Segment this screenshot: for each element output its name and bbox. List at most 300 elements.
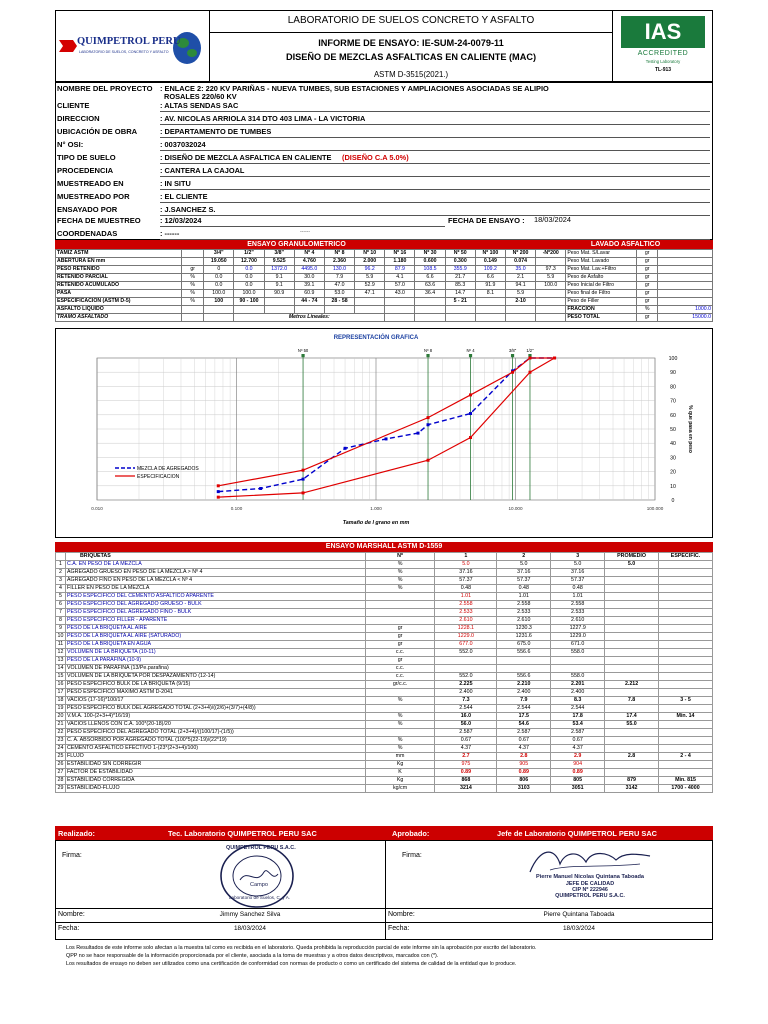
data-point: [553, 357, 556, 360]
table-row: [56, 585, 713, 593]
granulometric-table: [55, 249, 713, 322]
table-cell: %: [182, 298, 204, 306]
table-cell: 6.6: [415, 274, 445, 282]
table-cell: RETENIDO PARCIAL: [56, 274, 182, 282]
table-cell: [659, 769, 713, 777]
table-cell: [659, 601, 713, 609]
table-cell: [605, 657, 659, 665]
table-cell: 0.074: [505, 258, 535, 266]
table-cell: 7.9: [497, 697, 551, 705]
table-cell: [415, 298, 445, 306]
table-cell: [605, 641, 659, 649]
table-cell: gr: [637, 314, 658, 322]
table-cell: 13: [56, 657, 66, 665]
table-cell: [365, 729, 435, 737]
table-cell: PESO DE LA BRIQUETA AL AIRE: [65, 625, 365, 633]
column-header: 3: [551, 553, 605, 561]
table-cell: 28 - 58: [324, 298, 354, 306]
table-cell: VACÍOS LLENOS CON C.A. 100*(20-18)/20: [65, 721, 365, 729]
info-value: : ------: [160, 229, 180, 238]
table-cell: 805: [551, 777, 605, 785]
table-cell: ESTABILIDAD CORREGIDA: [65, 777, 365, 785]
table-cell: C.A. EN PESO DE LA MEZCLA: [65, 561, 365, 569]
table-cell: 552.0: [435, 673, 497, 681]
table-cell: AGREGADO FINO EN PESO DE LA MEZCLA < Nº 4: [65, 577, 365, 585]
date-label-left: Fecha:: [58, 925, 80, 932]
table-cell: 23: [56, 737, 66, 745]
table-cell: Kg: [365, 761, 435, 769]
table-cell: %: [365, 713, 435, 721]
table-cell: 2.400: [435, 689, 497, 697]
table-cell: 14.7: [445, 290, 475, 298]
table-cell: 3214: [435, 785, 497, 793]
table-cell: 2.000: [355, 258, 385, 266]
table-cell: [659, 673, 713, 681]
info-label: NOMBRE DEL PROYECTO: [57, 84, 153, 93]
sieve-marker-cap: [469, 354, 472, 357]
table-row: [56, 673, 713, 681]
table-cell: 26: [56, 761, 66, 769]
table-cell: 0.48: [551, 585, 605, 593]
date-right: 18/03/2024: [563, 925, 595, 932]
ias-logo: IAS: [621, 16, 705, 48]
made-by: Tec. Laboratorio QUIMPETROL PERU SAC: [168, 829, 317, 838]
info-value-extra: ------: [300, 229, 310, 235]
table-cell: 15: [56, 673, 66, 681]
table-cell: 17.4: [605, 713, 659, 721]
table-cell: 552.0: [435, 649, 497, 657]
table-cell: 0.67: [435, 737, 497, 745]
table-cell: [605, 617, 659, 625]
data-point: [469, 436, 472, 439]
table-cell: Peso Inicial de Filtro: [566, 282, 637, 290]
table-row: [56, 641, 713, 649]
table-cell: Peso de Asfalto: [566, 274, 637, 282]
table-cell: 0.48: [497, 585, 551, 593]
info-value: : 0037032024: [160, 140, 206, 149]
table-cell: [435, 657, 497, 665]
table-cell: 4495.0: [294, 266, 324, 274]
table-cell: ABERTURA EN mm: [56, 258, 182, 266]
table-row: [56, 625, 713, 633]
name-right: Pierre Quintana Taboada: [543, 911, 615, 918]
table-cell: 90 - 100: [234, 298, 264, 306]
table-cell: 15000.0: [657, 314, 712, 322]
table-cell: 47.0: [324, 282, 354, 290]
name-label-right: Nombre:: [388, 911, 415, 918]
table-row: [56, 633, 713, 641]
table-cell: 60.9: [294, 290, 324, 298]
table-cell: Nº 200: [505, 250, 535, 258]
info-value: : ALTAS SENDAS SAC: [160, 101, 239, 110]
table-row: [56, 745, 713, 753]
data-point: [259, 487, 262, 490]
name-label-left: Nombre:: [58, 911, 85, 918]
info-value: : IN SITU: [160, 179, 191, 188]
table-cell: [536, 258, 566, 266]
table-cell: 100.0: [204, 290, 234, 298]
table-cell: 3103: [497, 785, 551, 793]
table-cell: 905: [497, 761, 551, 769]
table-cell: 43.0: [385, 290, 415, 298]
table-cell: [551, 665, 605, 673]
table-cell: 677.0: [435, 641, 497, 649]
column-header: BRIQUETAS: [65, 553, 365, 561]
table-cell: PESO ESPECÍFICO FILLER - APARENTE: [65, 617, 365, 625]
table-cell: [605, 625, 659, 633]
table-cell: 55.0: [605, 721, 659, 729]
table-cell: 91.9: [475, 282, 505, 290]
footer-note-2: QPP no se hace responsable de la información proporcionada por el cliente, asociada a la toma de muestras y a otros datos descriptivos, marcados con (*).: [66, 953, 439, 959]
table-cell: 2.544: [551, 705, 605, 713]
table-cell: gr: [637, 258, 658, 266]
table-cell: %: [365, 577, 435, 585]
table-cell: 2.360: [324, 258, 354, 266]
info-value: : J.SANCHEZ S.: [160, 205, 216, 214]
table-cell: 2-10: [505, 298, 535, 306]
table-cell: PESO DE LA PARAFINA (10-9): [65, 657, 365, 665]
table-cell: 37.16: [497, 569, 551, 577]
table-cell: 1227.9: [551, 625, 605, 633]
table-cell: 0.300: [445, 258, 475, 266]
data-point: [528, 357, 531, 360]
table-cell: 35.0: [505, 266, 535, 274]
table-row: [56, 729, 713, 737]
table-cell: VOLUMEN DE LA BRIQUETA (10-11): [65, 649, 365, 657]
info-label: TIPO DE SUELO: [57, 153, 116, 162]
table-cell: 6.6: [475, 274, 505, 282]
table-cell: 63.6: [415, 282, 445, 290]
table-cell: 53.4: [551, 721, 605, 729]
table-cell: [605, 729, 659, 737]
table-cell: 100.0: [234, 290, 264, 298]
logo-subtitle: LABORATORIO DE SUELOS, CONCRETO Y ASFALTO: [79, 50, 169, 54]
table-cell: 52.9: [355, 282, 385, 290]
table-cell: 0.600: [415, 258, 445, 266]
table-cell: 109.2: [475, 266, 505, 274]
table-cell: 108.5: [415, 266, 445, 274]
data-point: [302, 491, 305, 494]
table-cell: 3051: [551, 785, 605, 793]
data-point: [302, 469, 305, 472]
table-cell: [659, 665, 713, 673]
y-tick-label: 30: [670, 455, 676, 462]
table-row: [56, 274, 713, 282]
table-row: [56, 609, 713, 617]
table-cell: 24: [56, 745, 66, 753]
table-cell: %: [182, 282, 204, 290]
table-cell: Nº 16: [385, 250, 415, 258]
table-cell: VOLUMEN DE PARAFINA (13/Pe.parafina): [65, 665, 365, 673]
report-title: INFORME DE ENSAYO: IE-SUM-24-0079-11: [318, 38, 504, 48]
table-cell: RETENIDO ACUMULADO: [56, 282, 182, 290]
table-cell: 2: [56, 569, 66, 577]
test-date-label: FECHA DE ENSAYO :: [448, 216, 525, 225]
table-cell: 2.1: [505, 274, 535, 282]
table-cell: TRAMO ASFALTADO: [56, 314, 182, 322]
table-cell: ESTABILIDAD-FLUJO: [65, 785, 365, 793]
info-value: : EL CLIENTE: [160, 192, 208, 201]
table-cell: 2.587: [497, 729, 551, 737]
marshall-bar: ENSAYO MARSHALL ASTM D-1559: [55, 542, 713, 552]
table-cell: [659, 593, 713, 601]
table-cell: 4.37: [435, 745, 497, 753]
column-header: 2: [497, 553, 551, 561]
data-point: [469, 412, 472, 415]
table-cell: Nº 100: [475, 250, 505, 258]
table-cell: 2.610: [497, 617, 551, 625]
table-cell: 0.149: [475, 258, 505, 266]
table-cell: 5.0: [435, 561, 497, 569]
standard: ASTM D-3515(2021.): [373, 70, 449, 79]
table-cell: 2.533: [435, 609, 497, 617]
table-cell: [659, 633, 713, 641]
x-tick-label: 0.010: [91, 506, 103, 511]
y-tick-label: 100: [668, 356, 678, 362]
table-cell: [497, 665, 551, 673]
table-cell: 2.7: [435, 753, 497, 761]
table-cell: 6: [56, 601, 66, 609]
table-cell: Min. 14: [659, 713, 713, 721]
table-row: [56, 314, 713, 322]
table-cell: VACÍOS (17-16)*100/17: [65, 697, 365, 705]
table-cell: 57.37: [497, 577, 551, 585]
table-cell: 9.1: [264, 274, 294, 282]
table-cell: [182, 258, 204, 266]
table-cell: PASA: [56, 290, 182, 298]
table-cell: kg/cm: [365, 785, 435, 793]
table-cell: %: [365, 569, 435, 577]
y-tick-label: 20: [670, 469, 676, 476]
table-cell: AGREGADO GRUESO EN PESO DE LA MEZCLA > Nº 4: [65, 569, 365, 577]
table-row: [56, 593, 713, 601]
table-header-row: [56, 553, 713, 561]
approved-by: Jefe de Laboratorio QUIMPETROL PERU SAC: [497, 829, 658, 838]
chart-title: REPRESENTACIÓN GRAFICA: [333, 335, 419, 341]
table-cell: 5.9: [355, 274, 385, 282]
table-row: [56, 649, 713, 657]
table-cell: [659, 737, 713, 745]
table-cell: 1228.1: [435, 625, 497, 633]
table-row: [56, 290, 713, 298]
table-cell: 2.610: [551, 617, 605, 625]
table-row: [56, 306, 713, 314]
table-cell: [657, 290, 712, 298]
table-cell: c.c.: [365, 649, 435, 657]
table-cell: 57.0: [385, 282, 415, 290]
legend-label: ESPECIFICACION: [137, 474, 180, 480]
table-cell: PESO DE LA BRIQUETA EN AGUA: [65, 641, 365, 649]
table-cell: 0.67: [497, 737, 551, 745]
table-cell: FRACCIÓN: [566, 306, 637, 314]
y-tick-label: 60: [670, 412, 676, 419]
table-cell: 18: [56, 697, 66, 705]
table-cell: 558.0: [551, 673, 605, 681]
table-cell: [605, 609, 659, 617]
table-cell: 2.8: [497, 753, 551, 761]
table-cell: 1000.0: [657, 306, 712, 314]
company-logo: [55, 10, 210, 82]
table-cell: 0.0: [204, 282, 234, 290]
table-cell: 5 - 21: [445, 298, 475, 306]
table-row: [56, 266, 713, 274]
table-cell: PESO ESPECÍFICO DEL AGREGADO FINO - BULK: [65, 609, 365, 617]
table-cell: 2.8: [605, 753, 659, 761]
table-cell: TAMIZ ASTM: [56, 250, 182, 258]
table-cell: 2.610: [435, 617, 497, 625]
table-row: [56, 777, 713, 785]
table-row: [56, 569, 713, 577]
approved-label: Aprobado:: [392, 829, 430, 838]
table-cell: CEMENTO ASFÁLTICO EFECTIVO 1-(23*(2+3+4)/100): [65, 745, 365, 753]
table-cell: c.c.: [365, 673, 435, 681]
footer-note-1: Los Resultados de este informe solo afectan a la muestra tal como es recibida en el laboratorio. Queda prohibida la reproducción parcial de este informe sin la aprobación por escrito del laboratorio.: [66, 945, 537, 951]
data-point: [427, 459, 430, 462]
table-cell: gr/c.c.: [365, 681, 435, 689]
table-cell: 16: [56, 681, 66, 689]
table-cell: 37.16: [551, 569, 605, 577]
table-cell: 0: [204, 266, 234, 274]
data-point: [217, 484, 220, 487]
y-tick-label: 70: [670, 398, 676, 405]
table-cell: 12: [56, 649, 66, 657]
table-cell: PESO TOTAL: [566, 314, 637, 322]
table-cell: [365, 705, 435, 713]
table-row: [56, 561, 713, 569]
info-value: : ENLACE 2: 220 KV PARIÑAS - NUEVA TUMBES, SUB ESTACIONES Y AMPLIACIONES ASOCIADAS SE ALIPIO: [160, 84, 549, 93]
table-cell: [605, 569, 659, 577]
table-cell: 54.6: [497, 721, 551, 729]
gradation-chart: [55, 328, 713, 538]
table-cell: 27: [56, 769, 66, 777]
data-point: [385, 437, 388, 440]
table-cell: mm: [365, 753, 435, 761]
table-cell: 28: [56, 777, 66, 785]
stamp-bottom-text: Laboratorio de Suelos, C. y A.: [229, 895, 291, 900]
table-cell: 17.5: [497, 713, 551, 721]
table-cell: [605, 745, 659, 753]
table-cell: [365, 609, 435, 617]
table-row: [56, 250, 713, 258]
table-cell: VOLUMEN DE LA BRIQUETA POR DESPAZAMIENTO (12-14): [65, 673, 365, 681]
table-cell: %: [365, 585, 435, 593]
stamp-ring-text: QUIMPETROL PERU S.A.C.: [226, 845, 296, 851]
table-cell: 975: [435, 761, 497, 769]
table-cell: [365, 601, 435, 609]
table-cell: [657, 298, 712, 306]
table-cell: [605, 737, 659, 745]
info-value: : DISEÑO DE MEZCLA ASFALTICA EN CALIENTE: [160, 153, 332, 162]
data-point: [427, 416, 430, 419]
sieve-label: Nº 4: [466, 348, 475, 353]
table-cell: 21: [56, 721, 66, 729]
table-row: [56, 697, 713, 705]
table-cell: gr: [637, 274, 658, 282]
table-cell: [182, 250, 204, 258]
sign-label-left: Firma:: [62, 852, 82, 859]
table-cell: 22: [56, 729, 66, 737]
table-cell: [605, 769, 659, 777]
test-date-value: 18/03/2024: [534, 215, 571, 224]
table-cell: gr: [365, 625, 435, 633]
table-cell: 2.400: [551, 689, 605, 697]
y-tick-label: 40: [670, 441, 676, 448]
table-cell: 17: [56, 689, 66, 697]
table-cell: 0.48: [435, 585, 497, 593]
table-cell: [659, 745, 713, 753]
table-cell: ESPECIFICACION (ASTM D-5): [56, 298, 182, 306]
table-cell: 879: [605, 777, 659, 785]
table-cell: 1/2": [234, 250, 264, 258]
design-title: DISEÑO DE MEZCLAS ASFALTICAS EN CALIENTE (MAC): [285, 52, 537, 62]
table-cell: PESO ESPECÍFICO DEL AGREGADO GRUESO - BULK: [65, 601, 365, 609]
table-cell: PESO ESPECÍFICO DEL CEMENTO ASFALTICO APARENTE: [65, 593, 365, 601]
table-cell: [659, 705, 713, 713]
table-cell: 904: [551, 761, 605, 769]
table-cell: %: [365, 561, 435, 569]
table-cell: 25: [56, 753, 66, 761]
x-axis-label: Tamaño de l grano en mm: [342, 520, 410, 526]
table-cell: [659, 657, 713, 665]
table-cell: 1.01: [435, 593, 497, 601]
table-cell: 21.7: [445, 274, 475, 282]
table-cell: 0.0: [234, 266, 264, 274]
approver-stamp-role: JEFE DE CALIDAD: [565, 881, 615, 887]
table-cell: Kg: [365, 777, 435, 785]
table-cell: [605, 633, 659, 641]
table-cell: [659, 649, 713, 657]
column-header: Nº: [365, 553, 435, 561]
table-cell: 558.0: [551, 649, 605, 657]
table-cell: [659, 569, 713, 577]
table-cell: [605, 665, 659, 673]
table-row: [56, 258, 713, 266]
info-value: : DEPARTAMENTO DE TUMBES: [160, 127, 272, 136]
y-tick-label: 50: [670, 427, 676, 433]
column-header: 1: [435, 553, 497, 561]
table-cell: 94.1: [505, 282, 535, 290]
table-cell: 1230.3: [497, 625, 551, 633]
table-cell: [365, 617, 435, 625]
table-cell: 4: [56, 585, 66, 593]
data-point: [469, 393, 472, 396]
x-tick-label: 1.000: [370, 506, 382, 511]
table-row: [56, 737, 713, 745]
stamp-center-text: Campo: [250, 882, 269, 888]
table-cell: 1.01: [497, 593, 551, 601]
y-axis-label: % que pasa en peso: [687, 405, 693, 453]
table-cell: 90.9: [264, 290, 294, 298]
y-tick-label: 10: [670, 483, 676, 490]
info-label: ENSAYADO POR: [57, 205, 118, 214]
table-cell: 7: [56, 609, 66, 617]
table-cell: Min. 815: [659, 777, 713, 785]
table-cell: PESO RETENIDO: [56, 266, 182, 274]
sieve-label: Nº 50: [297, 348, 309, 353]
column-header: ESPECIFIC.: [659, 553, 713, 561]
table-row: [56, 785, 713, 793]
table-cell: 1: [56, 561, 66, 569]
table-cell: 57.37: [551, 577, 605, 585]
table-row: [56, 689, 713, 697]
table-cell: 11: [56, 641, 66, 649]
table-cell: 2.558: [497, 601, 551, 609]
table-cell: 19.050: [204, 258, 234, 266]
table-cell: 1700 - 4000: [659, 785, 713, 793]
table-cell: gr: [637, 290, 658, 298]
table-cell: 2.225: [435, 681, 497, 689]
table-cell: 2.544: [497, 705, 551, 713]
